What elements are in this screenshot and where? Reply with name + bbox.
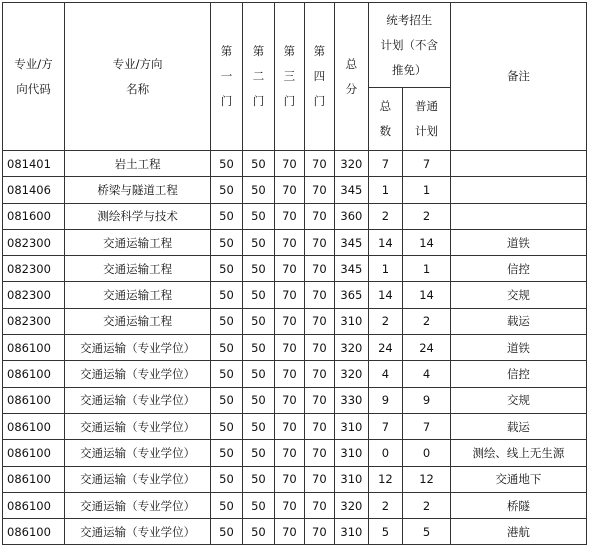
header-plan-regular: 普通 计划 [403, 88, 451, 151]
cell-subject-3: 70 [275, 519, 304, 545]
cell-subject-2: 50 [242, 492, 275, 518]
table-row [3, 440, 587, 466]
header-name: 专业/方向 名称 [64, 3, 210, 151]
cell-subject-1: 50 [211, 466, 242, 492]
cell-plan-total: 14 [368, 229, 403, 255]
cell-subject-4: 70 [304, 335, 334, 361]
cell-plan-regular: 14 [403, 229, 451, 255]
cell-subject-4: 70 [304, 203, 334, 229]
cell-subject-3: 70 [275, 361, 304, 387]
cell-total-score: 310 [335, 466, 369, 492]
cell-subject-1: 50 [211, 413, 242, 439]
cell-total-score: 365 [335, 282, 369, 308]
cell-plan-total: 14 [368, 282, 403, 308]
table-row [3, 361, 587, 387]
table-row [3, 519, 587, 545]
cell-name: 交通运输工程 [64, 308, 210, 334]
header-plan-total: 总 数 [368, 88, 403, 151]
cell-remark: 道铁 [450, 229, 586, 255]
cell-subject-1: 50 [211, 335, 242, 361]
cell-subject-4: 70 [304, 387, 334, 413]
table-row [3, 229, 587, 255]
cell-remark: 测绘、线上无生源 [450, 440, 586, 466]
cell-subject-3: 70 [275, 413, 304, 439]
cell-plan-total: 1 [368, 256, 403, 282]
table-row [3, 387, 587, 413]
cell-name: 交通运输工程 [64, 282, 210, 308]
header-subject-1: 第 一 门 [211, 3, 242, 151]
cell-remark: 信控 [450, 361, 586, 387]
cell-subject-1: 50 [211, 387, 242, 413]
cell-subject-4: 70 [304, 466, 334, 492]
cell-name: 交通运输（专业学位） [64, 413, 210, 439]
table-row [3, 256, 587, 282]
cell-plan-regular: 2 [403, 203, 451, 229]
cell-subject-2: 50 [242, 308, 275, 334]
cell-subject-2: 50 [242, 282, 275, 308]
cell-subject-2: 50 [242, 335, 275, 361]
cell-name: 岩土工程 [64, 151, 210, 177]
cell-subject-2: 50 [242, 361, 275, 387]
cell-code: 086100 [3, 387, 65, 413]
cell-code: 081401 [3, 151, 65, 177]
table-row [3, 466, 587, 492]
cell-code: 086100 [3, 361, 65, 387]
cell-subject-3: 70 [275, 151, 304, 177]
header-subject-2: 第 二 门 [242, 3, 275, 151]
cell-plan-regular: 12 [403, 466, 451, 492]
cell-subject-4: 70 [304, 282, 334, 308]
cell-plan-total: 2 [368, 308, 403, 334]
cell-subject-3: 70 [275, 203, 304, 229]
cell-plan-total: 2 [368, 203, 403, 229]
cell-subject-1: 50 [211, 282, 242, 308]
cell-remark: 信控 [450, 256, 586, 282]
table-row [3, 203, 587, 229]
cell-total-score: 310 [335, 440, 369, 466]
cell-subject-3: 70 [275, 308, 304, 334]
table-row [3, 282, 587, 308]
cell-subject-4: 70 [304, 177, 334, 203]
cell-name: 测绘科学与技术 [64, 203, 210, 229]
cell-plan-regular: 24 [403, 335, 451, 361]
cell-name: 交通运输（专业学位） [64, 335, 210, 361]
cell-subject-1: 50 [211, 256, 242, 282]
cell-remark: 交通地下 [450, 466, 586, 492]
cell-subject-2: 50 [242, 519, 275, 545]
cell-subject-2: 50 [242, 466, 275, 492]
cell-plan-regular: 2 [403, 492, 451, 518]
header-enrollment-plan: 统考招生 计划（不含 推免） [368, 3, 450, 88]
cell-code: 082300 [3, 308, 65, 334]
cell-subject-3: 70 [275, 335, 304, 361]
cell-subject-1: 50 [211, 492, 242, 518]
cell-subject-4: 70 [304, 256, 334, 282]
cell-code: 086100 [3, 466, 65, 492]
cell-remark: 道铁 [450, 335, 586, 361]
cell-plan-total: 1 [368, 177, 403, 203]
cell-remark: 桥隧 [450, 492, 586, 518]
cell-subject-4: 70 [304, 492, 334, 518]
cell-remark: 交规 [450, 387, 586, 413]
cell-total-score: 345 [335, 177, 369, 203]
cell-name: 桥梁与隧道工程 [64, 177, 210, 203]
cell-subject-4: 70 [304, 151, 334, 177]
cell-name: 交通运输工程 [64, 229, 210, 255]
cell-subject-2: 50 [242, 203, 275, 229]
cell-subject-2: 50 [242, 413, 275, 439]
table-row [3, 308, 587, 334]
cell-subject-2: 50 [242, 151, 275, 177]
cell-plan-regular: 2 [403, 308, 451, 334]
cell-name: 交通运输工程 [64, 256, 210, 282]
cell-name: 交通运输（专业学位） [64, 466, 210, 492]
cell-subject-4: 70 [304, 413, 334, 439]
cell-code: 086100 [3, 492, 65, 518]
cell-code: 082300 [3, 256, 65, 282]
cell-subject-1: 50 [211, 361, 242, 387]
table-row [3, 413, 587, 439]
cell-total-score: 345 [335, 229, 369, 255]
cell-code: 081600 [3, 203, 65, 229]
table-row [3, 335, 587, 361]
cell-remark: 载运 [450, 308, 586, 334]
cell-code: 081406 [3, 177, 65, 203]
cell-code: 086100 [3, 519, 65, 545]
cell-subject-4: 70 [304, 440, 334, 466]
cell-plan-total: 9 [368, 387, 403, 413]
cell-subject-1: 50 [211, 308, 242, 334]
cell-name: 交通运输（专业学位） [64, 387, 210, 413]
cell-remark: 载运 [450, 413, 586, 439]
table-row [3, 151, 587, 177]
cell-code: 086100 [3, 413, 65, 439]
cell-total-score: 320 [335, 361, 369, 387]
cell-name: 交通运输（专业学位） [64, 361, 210, 387]
cell-total-score: 320 [335, 335, 369, 361]
cell-subject-2: 50 [242, 229, 275, 255]
cell-code: 086100 [3, 440, 65, 466]
cell-plan-regular: 9 [403, 387, 451, 413]
cell-total-score: 310 [335, 413, 369, 439]
cell-subject-3: 70 [275, 177, 304, 203]
cell-subject-1: 50 [211, 519, 242, 545]
cell-name: 交通运输（专业学位） [64, 492, 210, 518]
cell-plan-regular: 7 [403, 151, 451, 177]
header-total-score: 总 分 [335, 3, 369, 151]
cell-subject-3: 70 [275, 387, 304, 413]
cell-name: 交通运输（专业学位） [64, 519, 210, 545]
table-row [3, 492, 587, 518]
cell-remark [450, 151, 586, 177]
cell-total-score: 345 [335, 256, 369, 282]
admission-score-table [2, 2, 587, 545]
header-subject-3: 第 三 门 [275, 3, 304, 151]
header-code: 专业/方 向代码 [3, 3, 65, 151]
cell-plan-regular: 14 [403, 282, 451, 308]
cell-subject-1: 50 [211, 177, 242, 203]
cell-plan-total: 5 [368, 519, 403, 545]
cell-subject-4: 70 [304, 519, 334, 545]
cell-subject-2: 50 [242, 387, 275, 413]
cell-plan-regular: 4 [403, 361, 451, 387]
cell-total-score: 330 [335, 387, 369, 413]
cell-total-score: 320 [335, 151, 369, 177]
cell-subject-4: 70 [304, 229, 334, 255]
cell-remark [450, 177, 586, 203]
cell-code: 082300 [3, 282, 65, 308]
cell-plan-regular: 0 [403, 440, 451, 466]
cell-subject-1: 50 [211, 203, 242, 229]
cell-subject-2: 50 [242, 177, 275, 203]
cell-subject-4: 70 [304, 308, 334, 334]
cell-name: 交通运输（专业学位） [64, 440, 210, 466]
cell-plan-total: 7 [368, 151, 403, 177]
table-header [3, 3, 587, 151]
cell-plan-total: 7 [368, 413, 403, 439]
cell-plan-total: 24 [368, 335, 403, 361]
cell-subject-3: 70 [275, 440, 304, 466]
cell-plan-regular: 1 [403, 177, 451, 203]
cell-plan-total: 0 [368, 440, 403, 466]
cell-code: 086100 [3, 335, 65, 361]
cell-total-score: 360 [335, 203, 369, 229]
header-remark: 备注 [450, 3, 586, 151]
cell-plan-regular: 7 [403, 413, 451, 439]
cell-subject-3: 70 [275, 256, 304, 282]
cell-subject-3: 70 [275, 466, 304, 492]
cell-subject-3: 70 [275, 229, 304, 255]
cell-subject-1: 50 [211, 229, 242, 255]
cell-plan-regular: 5 [403, 519, 451, 545]
cell-total-score: 310 [335, 519, 369, 545]
cell-total-score: 320 [335, 492, 369, 518]
cell-plan-total: 4 [368, 361, 403, 387]
cell-total-score: 310 [335, 308, 369, 334]
table-row [3, 177, 587, 203]
table-body [3, 151, 587, 545]
cell-plan-regular: 1 [403, 256, 451, 282]
cell-plan-total: 2 [368, 492, 403, 518]
cell-subject-1: 50 [211, 151, 242, 177]
cell-subject-2: 50 [242, 256, 275, 282]
cell-remark: 交规 [450, 282, 586, 308]
cell-subject-3: 70 [275, 282, 304, 308]
cell-plan-total: 12 [368, 466, 403, 492]
header-subject-4: 第 四 门 [304, 3, 334, 151]
cell-subject-1: 50 [211, 440, 242, 466]
cell-remark: 港航 [450, 519, 586, 545]
cell-subject-2: 50 [242, 440, 275, 466]
cell-subject-4: 70 [304, 361, 334, 387]
cell-code: 082300 [3, 229, 65, 255]
cell-remark [450, 203, 586, 229]
cell-subject-3: 70 [275, 492, 304, 518]
